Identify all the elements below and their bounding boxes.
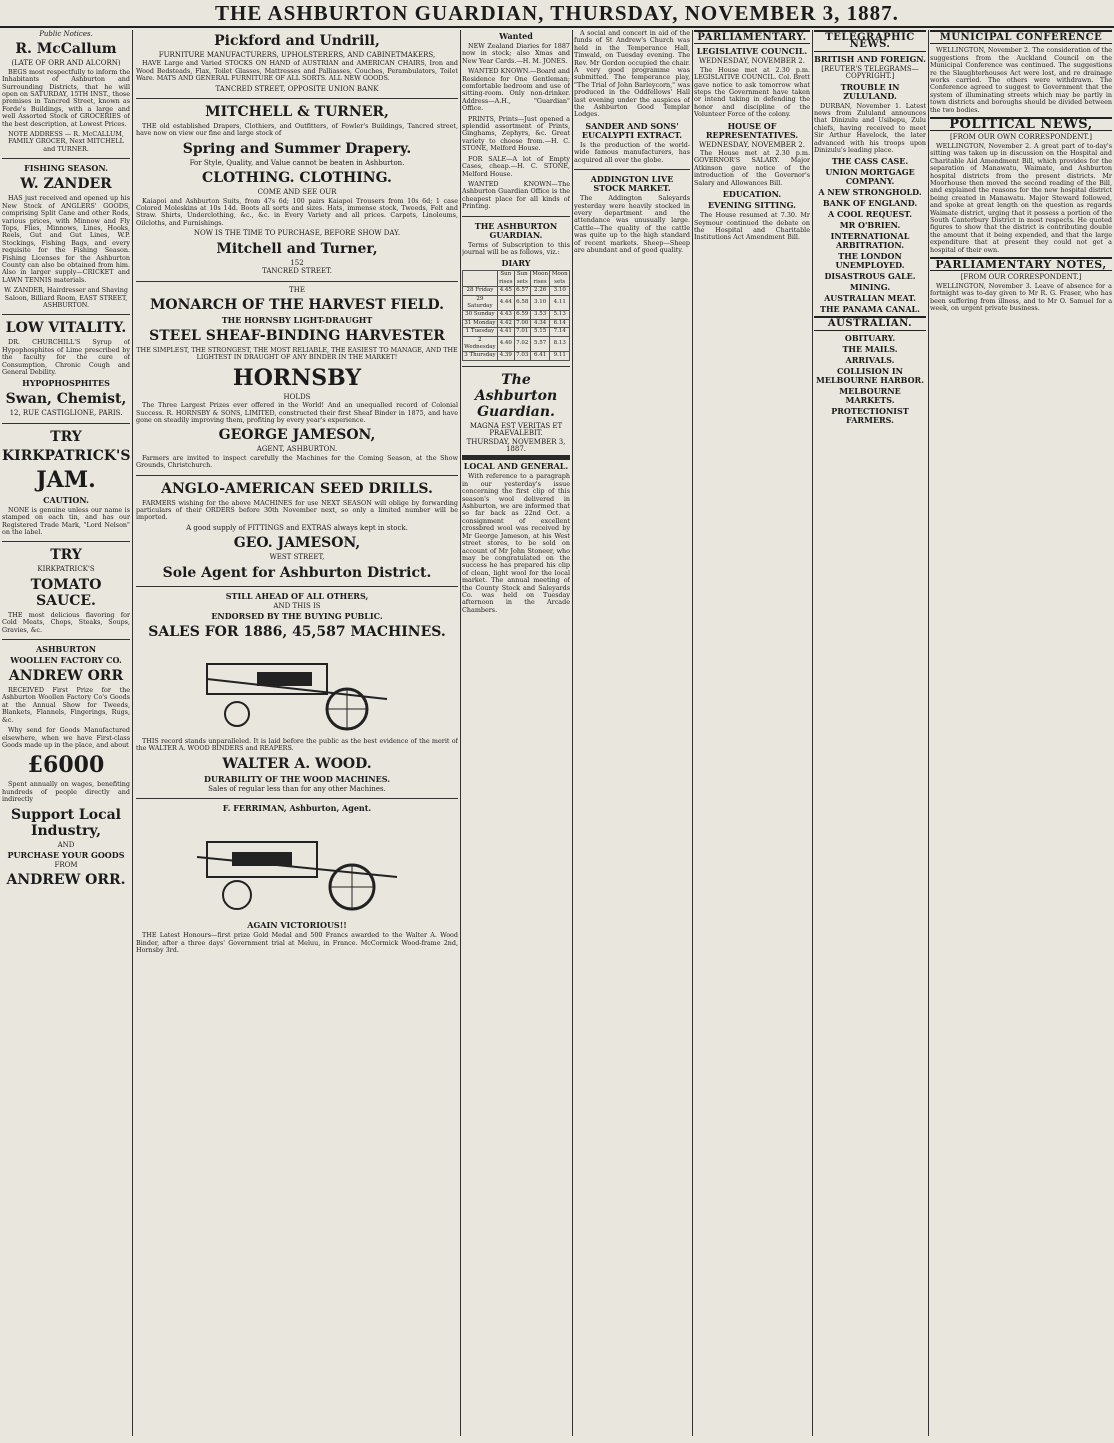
diary-cell: 4.11 — [550, 295, 570, 311]
ad-text: Kaiapoi and Ashburton Suits, from 47s 6d; 100 pairs Kaiapoi Trousers from 10s 6d; 1 case Colored Moleskins at 10s 14d. Boots all sorts and sizes. Hats, immense stock, Tweeds, Felt and Straw. Shirts, Underclothing, &c., &c. in Every Variety and all prices. Carpets, Linoleums, Oilcloths, and Furnishings. — [136, 196, 458, 227]
column-advertisements-1 — [2, 30, 130, 1436]
reaper-machine-illustration — [197, 644, 397, 734]
diary-cell: 30 Sunday — [463, 311, 498, 319]
ad-text: NONE is genuine unless our name is stamped on each tin, and has our Registered Trade Mark, "Lord Nelson" on the label. — [2, 505, 130, 537]
ad-text: THE SIMPLEST, THE STRONGEST, THE MOST RELIABLE, THE EASIEST TO MANAGE, AND THE LIGHTEST IN DRAUGHT OF ANY BINDER IN THE MARKET! — [136, 345, 458, 362]
ad-address: 12, RUE CASTIGLIONE, PARIS. — [9, 409, 123, 418]
ad-heading: Spring and Summer Drapery. — [182, 140, 412, 157]
section-banner: PARLIAMENTARY. — [694, 30, 810, 44]
column-wanted-and-editorial — [462, 30, 570, 1436]
ad-heading: MITCHELL & TURNER, — [205, 104, 389, 121]
ad-text: AND THIS IS — [273, 601, 321, 610]
ad-heading: GEO. JAMESON, — [233, 535, 361, 552]
article-text: Is the production of the world-wide famous manufacturers, has acquired all over the globe. — [574, 140, 690, 164]
ad-text: HOLDS — [283, 392, 311, 401]
classified-ad: NEW Zealand Diaries for 1887 now in stock; also Xmas and New Year Cards.—H. M. JONES. — [462, 42, 570, 65]
ad-address: W. ZANDER, Hairdresser and Shaving Saloon, Billiard Room, EAST STREET, ASHBURTON. — [4, 286, 128, 309]
dateline: [FROM OUR CORRESPONDENT.] — [960, 273, 1082, 282]
article-text: With reference to a paragraph in our yesterday's issue concerning the first clip of this season's wool delivered in Ashburton, we are informed that so far back as 22nd Oct. a consignment of excellent crossbred wool was received by Mr George Jameson, at his West street stores, to be sold on account of Mr John Stoneer, who may be congratulated on the success he has prepared his clip of clean, light wool for the local market. The annual meeting of the County Stock and Saleyards Co. was held on Tuesday afternoon in the Arcade Chambers. — [462, 472, 570, 614]
ad-subheading: FURNITURE MANUFACTURERS, UPHOLSTERERS, AND CABINETMAKERS, — [158, 51, 436, 59]
ad-heading: GEORGE JAMESON, — [218, 427, 376, 444]
article-text: A social and concert in aid of the funds of St Andrew's Church was held in the Temperance Hall, Tinwald, on Tuesday evening. The Rev. Mr Gordon occupied the chair. A very good programme was submitted. The temperance play, "The Trial of John Barleycorn," was produced in the Oddfellows' Hall last evening under the auspices of the Ashburton Good Templar Lodges. — [574, 30, 690, 119]
diary-cell: 6.58 — [514, 295, 530, 311]
dateline: [FROM OUR OWN CORRESPONDENT.] — [950, 133, 1092, 142]
diary-cell: 5.57 — [530, 336, 550, 352]
diary-row — [463, 295, 570, 311]
classified-ad: FOR SALE—A lot of Empty Cases, cheap.—H. C. STONE, Melford House. — [462, 154, 570, 178]
news-heading: MR O'BRIEN. — [839, 220, 901, 231]
diary-cell: 1 Tuesday — [463, 328, 498, 336]
article-text: WELLINGTON, November 3. Leave of absence for a fortnight was to-day given to Mr R. G. Fraser, who has been suffering from illness, and to Mr O. Samuel for a week, on urgent private business. — [930, 281, 1112, 312]
ad-heading: HYPOPHOSPHITES — [22, 378, 110, 389]
ad-heading: AGAIN VICTORIOUS!! — [247, 920, 347, 931]
ad-text: DR. CHURCHILL'S Syrup of Hypophosphites of Lime prescribed by the faculty for the cure of Consumption, Chronic Cough and General Debility. — [2, 338, 130, 376]
divider — [462, 455, 570, 460]
news-heading: TROUBLE IN ZULULAND. — [840, 81, 900, 101]
ad-heading: F. FERRIMAN, Ashburton, Agent. — [222, 803, 372, 814]
ad-address: WEST STREET, — [269, 553, 325, 562]
divider — [136, 281, 458, 282]
diary-cell: 4.39 — [497, 352, 514, 360]
news-heading: MINING. — [849, 282, 891, 293]
column-telegraphic — [814, 30, 926, 1436]
ad-subheading: (LATE OF ORR AND ALCORN) — [11, 59, 121, 68]
divider — [2, 423, 130, 424]
section-heading: EVENING SITTING. — [708, 200, 796, 211]
diary-cell: 8.13 — [550, 336, 570, 352]
ad-heading: FISHING SEASON. — [24, 163, 108, 174]
diary-header-row — [463, 271, 570, 287]
divider — [136, 475, 458, 476]
diary-cell: 7.02 — [514, 336, 530, 352]
news-heading: MELBOURNE MARKETS. — [839, 385, 901, 405]
column-rule — [460, 30, 461, 1436]
ad-subheading: KIRKPATRICK'S — [37, 565, 95, 574]
ad-text: THE old established Drapers, Clothiers, and Outfitters, of Fowler's Buildings, Tancred street, have now on view our fine and large stock of — [136, 122, 458, 138]
ad-heading: WALTER A. WOOD. — [222, 755, 372, 772]
ad-subheading: CAUTION. — [43, 494, 89, 505]
ad-heading: MONARCH OF THE HARVEST FIELD. — [149, 296, 445, 313]
ad-heading: WOOLLEN FACTORY CO. — [10, 655, 122, 666]
divider — [136, 586, 458, 587]
diary-cell: 5.15 — [530, 328, 550, 336]
ad-heading: SALES FOR 1886, 45,587 MACHINES. — [148, 624, 446, 640]
ad-text: RECEIVED First Prize for the Ashburton Woollen Factory Co's Goods at the Annual Show for Tweeds, Blankets, Flannels, Fingerings, Rugs, &c. — [2, 686, 130, 724]
ad-subheading: AGENT, ASHBURTON. — [256, 445, 338, 454]
diary-header-cell: Sun sets — [514, 271, 530, 287]
article-text: The House met at 2.30 p.m. GOVERNOR'S SALARY. Major Atkinson gave notice of the introduction of the Governor's Salary and Allowances Bill. — [694, 149, 810, 187]
article-text: WELLINGTON, November 2. The consideration of the suggestions from the Auckland Council on the Municipal Conference was continued. The suggestions re the Slaughterhouses Act were lost, and re drainage works carried. The others were withdrawn. The Conference agreed to suggest to Government that the system of illuminating streets which may be partly in town districts and boroughs should be divided between the two bodies. — [930, 46, 1112, 114]
ad-heading: ANDREW ORR. — [6, 872, 126, 889]
diary-cell: 6.57 — [516, 287, 529, 294]
divider — [2, 314, 130, 315]
diary-header-cell: Sun rises — [499, 271, 513, 285]
section-heading: HOUSE OF REPRESENTATIVES. — [705, 120, 799, 140]
issue-date: THURSDAY, NOVEMBER 3, 1887. — [466, 437, 566, 454]
ad-heading: JAM. — [36, 466, 96, 493]
news-heading: A NEW STRONGHOLD. — [818, 187, 922, 198]
ad-heading: PURCHASE YOUR GOODS — [7, 849, 125, 860]
news-heading: COLLISION IN MELBOURNE HARBOR. — [815, 365, 924, 385]
classified-ad: WANTED KNOWN.—Board and Residence for One Gentleman; comfortable bedroom and use of sitting-room. Only non-drinker. Address—A.H., "Guardian" Office. — [462, 67, 570, 113]
ad-text: Why send for Goods Manufactured elsewhere, when we have First-class Goods made up in the place, and about — [2, 726, 130, 749]
ad-subheading: DURABILITY OF THE WOOD MACHINES. — [204, 773, 390, 784]
ad-address: TANCRED STREET, OPPOSITE UNION BANK — [215, 84, 379, 93]
ad-address: TANCRED STREET. — [262, 267, 332, 276]
ad-heading: ENDORSED BY THE BUYING PUBLIC. — [211, 611, 383, 621]
diary-cell: 4.41 — [497, 328, 514, 336]
section-heading: BRITISH AND FOREIGN. — [814, 53, 926, 64]
section-banner: TELEGRAPHIC NEWS. — [814, 30, 926, 52]
ad-heading: ASHBURTON — [35, 644, 97, 655]
binder-machine-illustration — [187, 817, 407, 917]
news-heading: ARRIVALS. — [845, 354, 895, 365]
column-local-news — [574, 30, 690, 1436]
news-heading: PROTECTIONIST FARMERS. — [831, 405, 909, 425]
column-parliamentary — [694, 30, 810, 1436]
divider — [462, 366, 570, 367]
article-text: The House resumed at 7.30. Mr Seymour continued the debate on the Hospital and Charitable Institutions Act Amendment Bill. — [694, 211, 810, 242]
diary-row — [463, 319, 570, 327]
ad-text: NOW IS THE TIME TO PURCHASE, BEFORE SHOW DAY. — [193, 229, 401, 238]
diary-row — [463, 328, 570, 336]
ad-address: NOTE ADDRESS — R. McCALLUM, FAMILY GROCER, Next MITCHELL and TURNER. — [8, 130, 124, 153]
divider — [2, 639, 130, 640]
section-heading: EDUCATION. — [722, 189, 782, 200]
divider — [2, 158, 130, 159]
column-rule — [572, 30, 573, 1436]
column-advertisements-2 — [136, 30, 458, 1436]
diary-table — [462, 270, 570, 360]
classified-ad: WANTED KNOWN—The Ashburton Guardian Office is the cheapest place for all kinds of Printing. — [462, 179, 570, 211]
ad-heading: TRY — [50, 547, 82, 564]
diary-body — [463, 287, 570, 361]
ad-heading: TRY — [50, 428, 82, 445]
diary-cell: 3 Thursday — [464, 352, 496, 359]
news-heading: THE CASS CASE. — [831, 156, 909, 167]
diary-cell: 9.11 — [550, 352, 570, 360]
news-heading: UNION MORTGAGE COMPANY. — [825, 167, 915, 187]
ad-heading: W. ZANDER — [20, 176, 112, 193]
diary-heading: DIARY — [501, 258, 531, 269]
ad-heading: HORNSBY — [232, 364, 362, 391]
news-heading: INTERNATIONAL ARBITRATION. — [830, 231, 910, 251]
section-banner: MUNICIPAL CONFERENCE — [930, 30, 1112, 44]
divider — [2, 541, 130, 542]
news-heading: THE PANAMA CANAL. — [820, 304, 920, 315]
column-rule — [132, 30, 133, 1436]
diary-cell: 4.45 — [497, 287, 514, 295]
diary-header-cell: Moon sets — [551, 271, 568, 285]
diary-cell: 4.42 — [497, 319, 514, 327]
diary-cell: 3.10 — [530, 295, 550, 311]
diary-row — [463, 352, 570, 360]
diary-row — [463, 311, 570, 319]
ad-text: FROM — [54, 860, 78, 869]
section-banner: PARLIAMENTARY NOTES, — [930, 257, 1112, 271]
ad-heading: R. McCallum — [15, 41, 117, 58]
diary-cell: 2.26 — [530, 287, 550, 295]
column-rule — [692, 30, 693, 1436]
ad-heading: CLOTHING. CLOTHING. — [202, 170, 392, 187]
article-text: DURBAN, November 1. Latest news from Zululand announces that Dinizulu and Usibepu, Zulu chiefs, having received to meet Sir Arthur Havelock, the later advanced with his troops upon Dinizulu's leading place. — [814, 101, 926, 155]
section-heading: LOCAL AND GENERAL. — [463, 461, 569, 472]
ad-text: THE — [289, 285, 305, 294]
ad-subheading: THE HORNSBY LIGHT-DRAUGHT — [221, 314, 373, 325]
diary-cell: 3.10 — [550, 287, 570, 295]
ad-text: Sales of regular less than for any other Machines. — [208, 784, 386, 793]
divider — [462, 216, 570, 217]
ad-heading: ANDREW ORR — [8, 668, 124, 685]
ad-number: 152 — [290, 258, 304, 267]
news-heading: OBITUARY. — [844, 332, 896, 343]
diary-cell: 28 Friday — [463, 287, 498, 295]
diary-cell: 7.00 — [516, 319, 529, 326]
classified-ad: PRINTS, Prints—Just opened a splendid assortment of Prints, Ginghams, Zephyrs, &c. Great variety to choose from.—H. C. STONE, Melford House. — [462, 114, 570, 153]
diary-cell: 6.41 — [530, 352, 550, 360]
ad-text: BEGS most respectfully to inform the Inhabitants of Ashburton and Surrounding Districts, that he will open on SATURDAY, 15TH INST., those premises in Tancred Street, known as Forde's Buildings, with a large and well Assorted Stock of GROCERIES of the best description, at Lowest Prices. — [2, 67, 130, 128]
ad-text: Spent annually on wages, benefiting hundreds of people directly and indirectly — [2, 780, 130, 804]
ad-text: HAS just received and opened up his New Stock of ANGLERS' GOODS, comprising Split Cane and other Rods, various prices, with Minnow and Fly Tops, Flies, Minnows, Lines, Hooks, Reels, Gut and Gut Lines, W.P. Stockings, Fishing Bags, and every requisite for the Fishing Season. Fishing Licenses for the Ashburton County can also be obtained from him. Also in larger supply—CRICKET and LAWN TENNIS materials. — [2, 194, 130, 284]
section-heading: LEGISLATIVE COUNCIL. — [696, 46, 808, 57]
section-heading: THE ASHBURTON GUARDIAN. — [474, 220, 558, 240]
subscription-terms: Terms of Subscription to this journal will be as follows, viz.: — [462, 240, 570, 256]
diary-cell: 5.13 — [550, 311, 570, 319]
ad-text: The Three Largest Prizes ever offered in the World! And an unequalled record of Colonial Success. R. HORNSBY & SONS, LIMITED, constructed their first Sheaf Binder in 1875, and have gone on steadily improving them, profiting by every year's experience. — [136, 401, 458, 424]
diary-row — [463, 287, 570, 295]
ad-text: AND — [57, 840, 75, 849]
newspaper-motto: MAGNA EST VERITAS ET PRAEVALEBIT. — [469, 421, 563, 438]
section-banner: AUSTRALIAN. — [814, 316, 926, 330]
diary-cell: 7.14 — [550, 328, 570, 336]
divider — [136, 798, 458, 799]
ad-heading: STILL AHEAD OF ALL OTHERS, — [225, 590, 369, 601]
diary-cell: 2 Wednesday — [464, 336, 496, 350]
ad-heading: TOMATO SAUCE. — [30, 576, 102, 609]
ad-text: COME AND SEE OUR — [257, 188, 337, 197]
news-heading: AUSTRALIAN MEAT. — [824, 293, 916, 304]
news-heading: BANK OF ENGLAND. — [822, 198, 918, 209]
diary-cell: 31 Monday — [464, 319, 496, 326]
diary-cell: 7.01 — [516, 328, 529, 335]
article-text: The Addington Saleyards yesterday were heavily stocked in every department and the attendance was unusually large. Cattle—The quality of the cattle was quite up to the high standard of recent markets. Sheep—Sheep are abundant and of good quality. — [574, 194, 690, 254]
diary-cell: 6.14 — [550, 319, 570, 327]
column-municipal-and-political — [930, 30, 1112, 1436]
ad-heading: Pickford and Undrill, — [214, 33, 380, 49]
masthead-title: THE ASHBURTON GUARDIAN, THURSDAY, NOVEMBER 3, 1887. — [215, 1, 899, 25]
ad-text: Farmers are invited to inspect carefully the Machines for the Coming Season, at the Show Grounds, Christchurch. — [136, 453, 458, 470]
ad-text: FARMERS wishing for the above MACHINES for use NEXT SEASON will oblige by forwarding particulars of their ORDERS before 30th November next, so only a limited number will be imported. — [136, 498, 458, 522]
news-heading: DISASTROUS GALE. — [824, 271, 916, 282]
ad-heading: Support Local Industry, — [10, 806, 122, 839]
news-heading: THE MAILS. — [842, 343, 898, 354]
diary-cell: 6.59 — [516, 311, 529, 318]
masthead — [0, 0, 1114, 28]
diary-cell: 4.43 — [497, 311, 514, 319]
ad-heading: Sole Agent for Ashburton District. — [162, 564, 432, 581]
diary-cell: 7.03 — [516, 352, 529, 359]
ad-text: THIS record stands unparalleled. It is laid before the public as the best evidence of the merit of the WALTER A. WOOD BINDERS and REAPERS. — [136, 737, 458, 753]
news-heading: A COOL REQUEST. — [828, 209, 912, 220]
article-text: WELLINGTON, November 2. A great part of to-day's sitting was taken up in discussion on the Hospital and Charitable Aid Amendment Bill, which provides for the separation of Manawatu, Waimate, and Ashburton hospital districts from the present districts. Mr Moorhouse then moved the second reading of the Bill, and explained the reasons for the new hospital district being created in Manawatu. Major Steward followed, and spoke at great length on the question as regards Waimate district, urging that it possess a portion of the South Canterbury District in most respects. He quoted figures to show that the district is contributing double the amount that it being expended, and that the large expenditure that at present they could not get a hospital of their own. — [930, 141, 1112, 254]
ad-amount: £6000 — [27, 752, 105, 779]
ad-text: THE most delicious flavoring for Cold Meats, Chops, Steaks, Soups, Gravies, &c. — [2, 610, 130, 634]
dateline: WEDNESDAY, NOVEMBER 2. — [698, 57, 805, 66]
column-rule — [928, 30, 929, 1436]
ad-heading: KIRKPATRICK'S — [2, 447, 130, 464]
news-heading: THE LONDON UNEMPLOYED. — [835, 251, 905, 271]
diary-cell: 4.44 — [497, 295, 514, 311]
diary-cell: 4.34 — [530, 319, 550, 327]
diary-header-cell: Moon rises — [532, 271, 548, 285]
diary-cell: 29 Saturday — [463, 295, 498, 311]
diary-cell: 3.53 — [530, 311, 550, 319]
section-heading: Wanted — [499, 31, 533, 41]
section-banner: POLITICAL NEWS, — [930, 117, 1112, 131]
diary-row — [463, 336, 570, 352]
ad-text: A good supply of FITTINGS and EXTRAS always kept in stock. — [186, 523, 408, 532]
dateline: [REUTER'S TELEGRAMS—COPYRIGHT.] — [821, 64, 919, 81]
section-label: Public Notices. — [39, 30, 93, 38]
column-rule — [812, 30, 813, 1436]
diary-cell: 4.40 — [497, 336, 514, 352]
section-heading: ADDINGTON LIVE STOCK MARKET. — [590, 174, 674, 194]
divider — [136, 98, 458, 99]
newspaper-banner: The Ashburton Guardian. — [474, 371, 558, 420]
ad-text: THE Latest Honours—first prize Gold Medal and 500 Francs awarded to the Walter A. Wood Binder, after a three days' Government trial at Meluu, in France. McCormick Wood-frame 2nd, Hornsby 3rd. — [136, 931, 458, 955]
ad-heading: STEEL SHEAF-BINDING HARVESTER — [149, 327, 445, 344]
article-text: The House met at 2.30 p.m. LEGISLATIVE COUNCIL. Col. Brett gave notice to ask tomorrow what steps the Government have taken or intend taking in defending the honor and discipline of the Volunteer Force of the colony. — [694, 65, 810, 119]
divider — [574, 169, 690, 170]
ad-text: For Style, Quality, and Value cannot be beaten in Ashburton. — [189, 158, 405, 167]
ad-text: HAVE Large and Varied STOCKS ON HAND of AUSTRIAN and AMERICAN CHAIRS, Iron and Wood Bedsteads, Flax, Toilet Glasses, Mattresses and Palliasses, Couches, Perambulators, Toilet Ware. MATS AND GENERAL FURNITURE OF ALL SORTS. ALL NEW GOODS. — [136, 59, 458, 83]
ad-heading: Swan, Chemist, — [5, 391, 127, 408]
diary-header-cell — [463, 271, 498, 287]
ad-heading: LOW VITALITY. — [5, 320, 127, 337]
ad-heading: Mitchell and Turner, — [216, 240, 378, 257]
section-heading: SANDER AND SONS' EUCALYPTI EXTRACT. — [581, 120, 683, 140]
dateline: WEDNESDAY, NOVEMBER 2. — [698, 140, 805, 149]
ad-heading: ANGLO-AMERICAN SEED DRILLS. — [161, 480, 433, 497]
